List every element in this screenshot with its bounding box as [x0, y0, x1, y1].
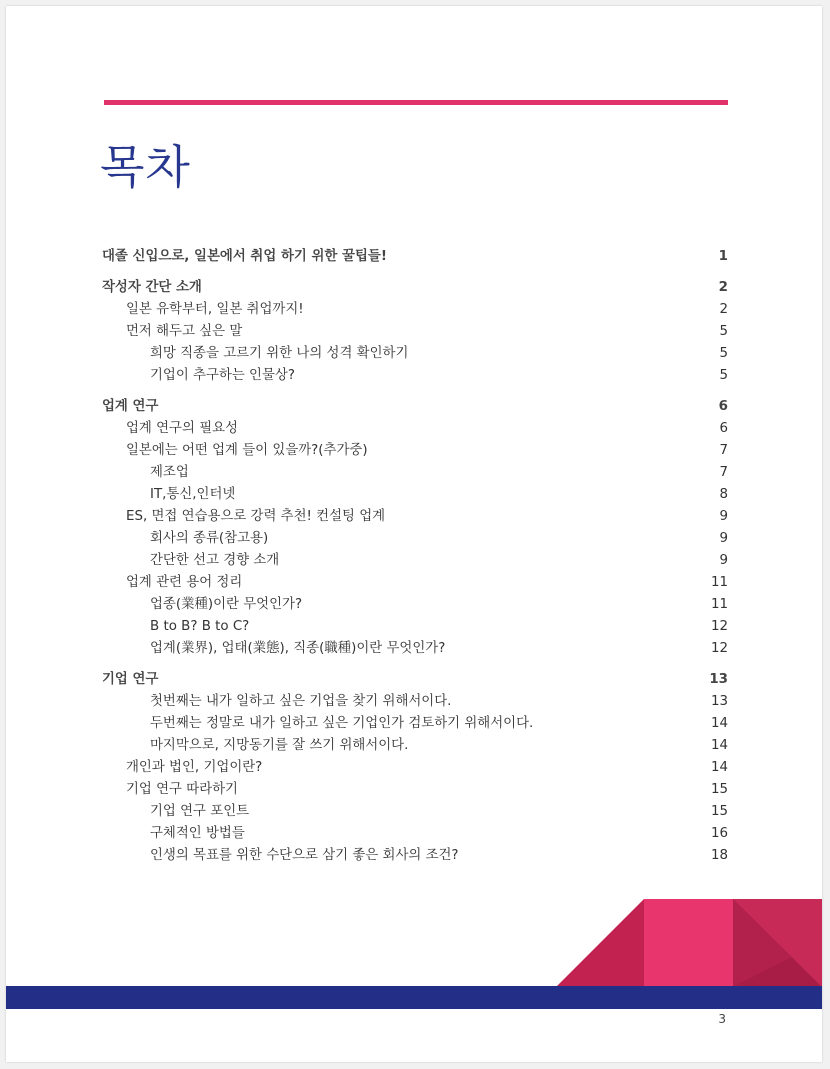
- toc-entry-label[interactable]: 업계 관련 용어 정리: [126, 575, 243, 590]
- toc-entry-label[interactable]: 개인과 법인, 기업이란?: [126, 760, 263, 775]
- toc-entry-page: 2: [719, 302, 728, 317]
- toc-entry-page: 13: [709, 672, 728, 687]
- toc-entry-label[interactable]: 먼저 해두고 싶은 말: [126, 324, 243, 339]
- toc-entry[interactable]: [102, 823, 728, 845]
- table-of-contents: [102, 246, 728, 867]
- toc-entry-label[interactable]: 업종(業種)이란 무엇인가?: [150, 597, 303, 612]
- toc-entry[interactable]: [102, 277, 728, 299]
- toc-entry[interactable]: [102, 845, 728, 867]
- toc-entry-page: 9: [719, 531, 728, 546]
- toc-entry-label[interactable]: 마지막으로, 지망동기를 잘 쓰기 위해서이다.: [150, 738, 409, 753]
- toc-entry[interactable]: [102, 484, 728, 506]
- toc-entry-label[interactable]: 구체적인 방법들: [150, 826, 245, 841]
- toc-entry[interactable]: [102, 343, 728, 365]
- header-rule: [104, 100, 728, 105]
- page-title: 목차: [100, 140, 191, 194]
- toc-entry-page: 8: [719, 487, 728, 502]
- toc-entry[interactable]: [102, 779, 728, 801]
- toc-entry[interactable]: [102, 691, 728, 713]
- toc-entry-label[interactable]: 일본에는 어떤 업계 들이 있을까?(추가중): [126, 443, 368, 458]
- toc-entry-label[interactable]: 일본 유학부터, 일본 취업까지!: [126, 302, 304, 317]
- deco-square-center: [644, 899, 733, 987]
- toc-entry-label[interactable]: 간단한 선고 경향 소개: [150, 553, 280, 568]
- toc-entry[interactable]: [102, 572, 728, 594]
- toc-entry-page: 7: [719, 443, 728, 458]
- document-page: [6, 6, 822, 1062]
- toc-entry[interactable]: [102, 528, 728, 550]
- toc-entry-label[interactable]: B to B? B to C?: [150, 619, 250, 634]
- toc-entry-page: 12: [710, 619, 728, 634]
- toc-entry-page: 11: [710, 575, 728, 590]
- toc-entry[interactable]: [102, 594, 728, 616]
- toc-entry-page: 14: [710, 738, 728, 753]
- toc-entry[interactable]: [102, 638, 728, 660]
- toc-entry-label[interactable]: 회사의 종류(참고용): [150, 531, 269, 546]
- toc-entry-page: 15: [710, 804, 728, 819]
- toc-entry[interactable]: [102, 418, 728, 440]
- corner-decoration: [556, 899, 822, 987]
- toc-entry-label[interactable]: 첫번째는 내가 일하고 싶은 기업을 찾기 위해서이다.: [150, 694, 452, 709]
- toc-entry[interactable]: [102, 550, 728, 572]
- toc-entry-page: 15: [710, 782, 728, 797]
- toc-entry-page: 9: [719, 553, 728, 568]
- toc-entry-label[interactable]: IT,통신,인터넷: [150, 487, 236, 502]
- toc-entry-page: 9: [719, 509, 728, 524]
- toc-entry-page: 14: [710, 716, 728, 731]
- toc-entry-label[interactable]: 희망 직종을 고르기 위한 나의 성격 확인하기: [150, 346, 409, 361]
- toc-entry[interactable]: [102, 299, 728, 321]
- toc-entry-page: 11: [710, 597, 728, 612]
- toc-entry-page: 5: [719, 368, 728, 383]
- toc-entry[interactable]: [102, 246, 728, 268]
- toc-entry-page: 6: [718, 399, 728, 414]
- page-number: 3: [718, 1012, 726, 1026]
- toc-entry-page: 13: [710, 694, 728, 709]
- toc-entry-label[interactable]: 업계(業界), 업태(業態), 직종(職種)이란 무엇인가?: [150, 641, 446, 656]
- toc-entry-label[interactable]: 기업이 추구하는 인물상?: [150, 368, 295, 383]
- toc-entry-page: 18: [710, 848, 728, 863]
- toc-entry-label[interactable]: 기업 연구 따라하기: [126, 782, 238, 797]
- toc-entry[interactable]: [102, 365, 728, 387]
- toc-entry-page: 2: [718, 280, 728, 295]
- toc-entry-label[interactable]: 기업 연구: [102, 672, 159, 687]
- toc-entry-page: 12: [710, 641, 728, 656]
- toc-entry-label[interactable]: ES, 면접 연습용으로 강력 추천! 컨설팅 업계: [126, 509, 386, 524]
- toc-entry-page: 1: [718, 249, 728, 264]
- toc-entry[interactable]: [102, 669, 728, 691]
- toc-entry[interactable]: [102, 616, 728, 638]
- toc-entry[interactable]: [102, 713, 728, 735]
- toc-entry-page: 6: [719, 421, 728, 436]
- toc-entry-label[interactable]: 업계 연구의 필요성: [126, 421, 238, 436]
- toc-entry-page: 16: [710, 826, 728, 841]
- toc-entry[interactable]: [102, 757, 728, 779]
- toc-entry[interactable]: [102, 396, 728, 418]
- toc-entry[interactable]: [102, 801, 728, 823]
- toc-entry-page: 14: [710, 760, 728, 775]
- footer-bar: [6, 986, 822, 1009]
- toc-entry[interactable]: [102, 735, 728, 757]
- toc-entry[interactable]: [102, 440, 728, 462]
- toc-entry-label[interactable]: 대졸 신입으로, 일본에서 취업 하기 위한 꿀팁들!: [102, 249, 387, 264]
- toc-entry-label[interactable]: 인생의 목표를 위한 수단으로 삼기 좋은 회사의 조건?: [150, 848, 459, 863]
- toc-entry-label[interactable]: 작성자 간단 소개: [102, 280, 202, 295]
- toc-entry-page: 7: [719, 465, 728, 480]
- toc-entry[interactable]: [102, 321, 728, 343]
- toc-entry-page: 5: [719, 346, 728, 361]
- toc-entry-label[interactable]: 제조업: [150, 465, 189, 480]
- deco-triangle-left: [556, 899, 644, 987]
- toc-entry-label[interactable]: 두번째는 정말로 내가 일하고 싶은 기업인가 검토하기 위해서이다.: [150, 716, 534, 731]
- toc-entry-label[interactable]: 업계 연구: [102, 399, 159, 414]
- toc-entry-label[interactable]: 기업 연구 포인트: [150, 804, 250, 819]
- toc-entry[interactable]: [102, 506, 728, 528]
- toc-entry[interactable]: [102, 462, 728, 484]
- toc-entry-page: 5: [719, 324, 728, 339]
